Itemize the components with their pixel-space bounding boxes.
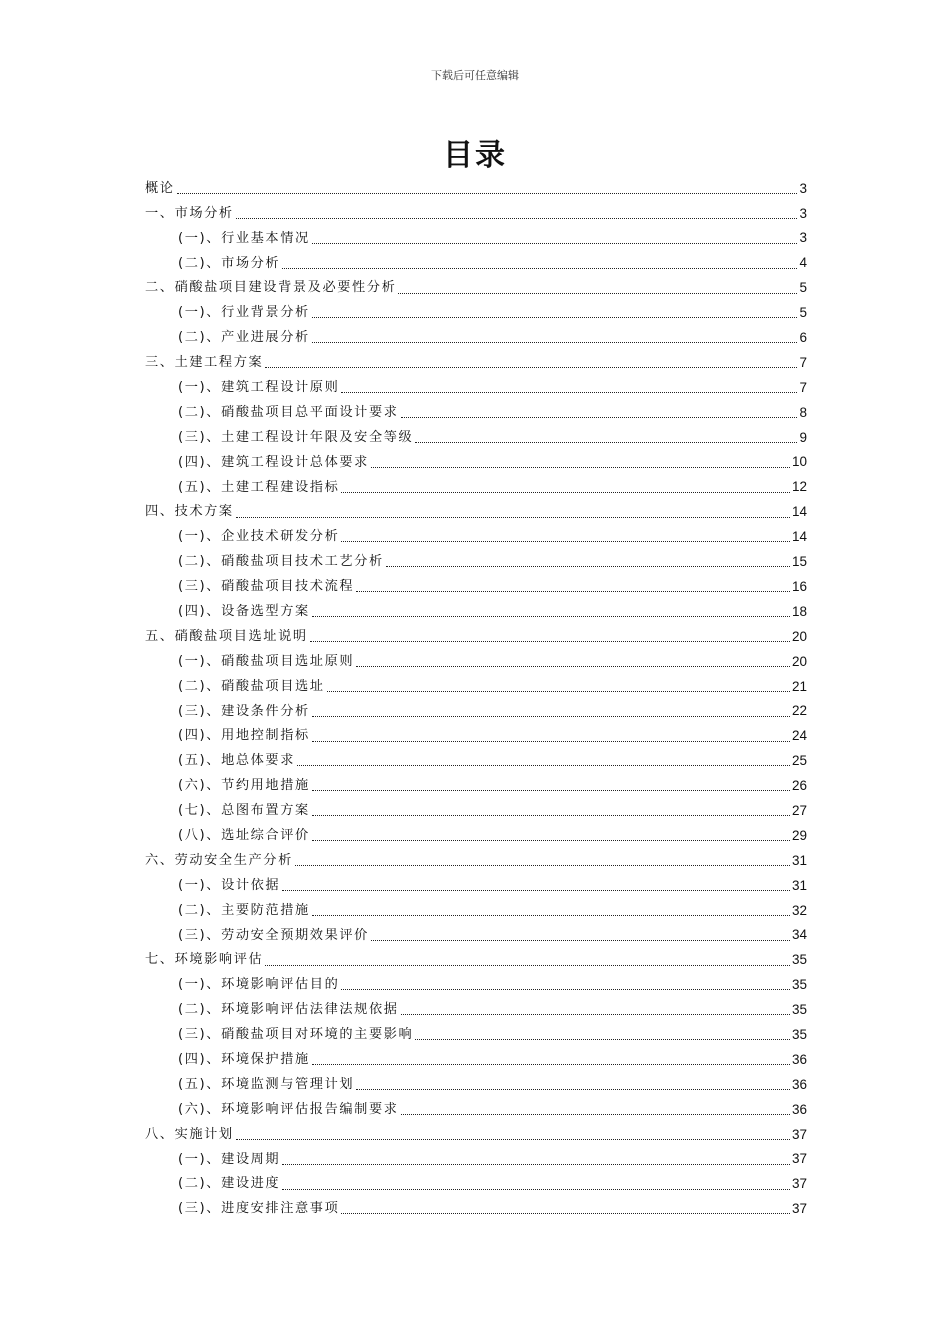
toc-leader-dots — [312, 840, 790, 841]
toc-entry-page: 12 — [791, 479, 807, 495]
toc-leader-dots — [265, 965, 790, 966]
toc-entry[interactable] — [145, 624, 807, 649]
toc-entry-page: 7 — [799, 354, 807, 370]
toc-entry-label: 八、实施计划 — [145, 1126, 234, 1142]
toc-entry-page: 36 — [791, 1076, 807, 1092]
toc-entry[interactable] — [145, 873, 807, 898]
toc-leader-dots — [236, 1139, 790, 1140]
toc-entry[interactable] — [145, 400, 807, 425]
toc-leader-dots — [386, 566, 790, 567]
toc-entry[interactable] — [145, 1097, 807, 1122]
toc-leader-dots — [415, 442, 797, 443]
toc-entry-label: (二)、市场分析 — [178, 255, 281, 271]
toc-entry-page: 31 — [791, 877, 807, 893]
toc-entry[interactable] — [145, 574, 807, 599]
toc-entry-page: 7 — [799, 379, 807, 395]
toc-entry-label: (五)、地总体要求 — [178, 753, 296, 769]
toc-entry[interactable] — [145, 1197, 807, 1222]
toc-leader-dots — [341, 1213, 790, 1214]
toc-leader-dots — [312, 915, 790, 916]
toc-entry-label: 二、硝酸盐项目建设背景及必要性分析 — [145, 280, 397, 296]
toc-entry-page: 25 — [791, 753, 807, 769]
toc-entry[interactable] — [145, 450, 807, 475]
toc-entry-label: (一)、行业背景分析 — [178, 305, 310, 321]
toc-leader-dots — [312, 317, 798, 318]
toc-entry-label: (一)、建筑工程设计原则 — [178, 379, 340, 395]
toc-entry[interactable] — [145, 948, 807, 973]
toc-entry[interactable] — [145, 201, 807, 226]
toc-entry[interactable] — [145, 798, 807, 823]
toc-leader-dots — [356, 1089, 790, 1090]
toc-entry-label: 四、技术方案 — [145, 504, 234, 520]
toc-entry-label: (三)、建设条件分析 — [178, 703, 310, 719]
toc-entry-page: 22 — [791, 703, 807, 719]
toc-entry-page: 35 — [791, 1002, 807, 1018]
toc-entry-page: 10 — [791, 454, 807, 470]
toc-leader-dots — [282, 1189, 790, 1190]
toc-leader-dots — [401, 1014, 790, 1015]
toc-leader-dots — [312, 741, 790, 742]
toc-entry-label: (三)、劳动安全预期效果评价 — [178, 927, 369, 943]
toc-entry-label: (五)、土建工程建设指标 — [178, 479, 340, 495]
toc-entry[interactable] — [145, 699, 807, 724]
toc-entry-page: 4 — [799, 255, 807, 271]
toc-entry-page: 36 — [791, 1101, 807, 1117]
toc-leader-dots — [415, 1039, 790, 1040]
toc-leader-dots — [401, 417, 798, 418]
toc-leader-dots — [312, 342, 798, 343]
toc-entry[interactable] — [145, 549, 807, 574]
toc-entry-label: (三)、硝酸盐项目对环境的主要影响 — [178, 1027, 414, 1043]
toc-leader-dots — [371, 467, 790, 468]
toc-entry-label: (二)、建设进度 — [178, 1176, 281, 1192]
toc-leader-dots — [312, 716, 790, 717]
toc-entry-page: 34 — [791, 927, 807, 943]
toc-leader-dots — [312, 616, 790, 617]
toc-entry[interactable] — [145, 599, 807, 624]
toc-entry[interactable] — [145, 425, 807, 450]
toc-entry[interactable] — [145, 997, 807, 1022]
toc-entry[interactable] — [145, 300, 807, 325]
header-note: 下载后可任意编辑 — [431, 69, 519, 82]
toc-entry-label: (五)、环境监测与管理计划 — [178, 1076, 355, 1092]
toc-entry-label: 一、市场分析 — [145, 205, 234, 221]
toc-entry[interactable] — [145, 724, 807, 749]
toc-entry-label: (一)、环境影响评估目的 — [178, 977, 340, 993]
toc-entry-page: 6 — [799, 330, 807, 346]
toc-leader-dots — [282, 890, 790, 891]
toc-entry-page: 37 — [791, 1126, 807, 1142]
toc-entry-label: (一)、硝酸盐项目选址原则 — [178, 653, 355, 669]
toc-entry-page: 20 — [791, 628, 807, 644]
toc-entry-label: (三)、硝酸盐项目技术流程 — [178, 579, 355, 595]
toc-leader-dots — [327, 691, 790, 692]
toc-entry-label: (三)、土建工程设计年限及安全等级 — [178, 429, 414, 445]
toc-entry-page: 24 — [791, 728, 807, 744]
toc-leader-dots — [282, 1164, 790, 1165]
toc-entry[interactable] — [145, 1172, 807, 1197]
toc-leader-dots — [297, 765, 790, 766]
toc-leader-dots — [341, 989, 790, 990]
toc-entry-label: (二)、环境影响评估法律法规依据 — [178, 1002, 399, 1018]
toc-leader-dots — [401, 1114, 790, 1115]
toc-entry-page: 35 — [791, 977, 807, 993]
toc-entry[interactable] — [145, 674, 807, 699]
toc-entry[interactable] — [145, 923, 807, 948]
toc-entry-label: 六、劳动安全生产分析 — [145, 852, 293, 868]
toc-entry-label: (三)、进度安排注意事项 — [178, 1201, 340, 1217]
toc-leader-dots — [177, 193, 798, 194]
toc-entry-label: 三、土建工程方案 — [145, 355, 264, 371]
toc-entry[interactable] — [145, 350, 807, 375]
toc-entry-label: (四)、设备选型方案 — [178, 603, 310, 619]
toc-entry[interactable] — [145, 276, 807, 301]
toc-entry[interactable] — [145, 226, 807, 251]
toc-entry[interactable] — [145, 524, 807, 549]
toc-entry-label: (二)、硝酸盐项目总平面设计要求 — [178, 404, 399, 420]
toc-entry-page: 20 — [791, 653, 807, 669]
toc-entry-page: 36 — [791, 1051, 807, 1067]
toc-leader-dots — [265, 367, 797, 368]
toc-leader-dots — [312, 790, 790, 791]
toc-entry-label: (一)、设计依据 — [178, 877, 281, 893]
toc-entry[interactable] — [145, 1047, 807, 1072]
toc-entry-page: 9 — [799, 429, 807, 445]
toc-leader-dots — [295, 865, 790, 866]
toc-entry-page: 18 — [791, 603, 807, 619]
toc-entry-page: 21 — [791, 678, 807, 694]
toc-entry-page: 14 — [791, 504, 807, 520]
toc-leader-dots — [341, 392, 797, 393]
toc-entry-label: (二)、产业进展分析 — [178, 330, 310, 346]
toc-leader-dots — [356, 591, 790, 592]
toc-entry-label: (二)、主要防范措施 — [178, 902, 310, 918]
toc-entry-page: 29 — [791, 827, 807, 843]
toc-entry-label: (六)、节约用地措施 — [178, 778, 310, 794]
toc-entry[interactable] — [145, 823, 807, 848]
toc-leader-dots — [236, 218, 798, 219]
toc-entry-page: 5 — [799, 280, 807, 296]
toc-entry-page: 3 — [799, 230, 807, 246]
toc-entry-page: 3 — [799, 205, 807, 221]
toc-entry-page: 27 — [791, 802, 807, 818]
toc-entry-page: 5 — [799, 305, 807, 321]
toc-entry-page: 35 — [791, 1026, 807, 1042]
toc-leader-dots — [398, 293, 797, 294]
table-of-contents — [145, 176, 807, 1221]
toc-entry-page: 37 — [791, 1151, 807, 1167]
toc-entry-label: (六)、环境影响评估报告编制要求 — [178, 1101, 399, 1117]
toc-entry-page: 32 — [791, 902, 807, 918]
toc-leader-dots — [312, 815, 790, 816]
toc-leader-dots — [341, 541, 790, 542]
toc-entry-page: 35 — [791, 952, 807, 968]
toc-entry-page: 37 — [791, 1176, 807, 1192]
toc-entry[interactable] — [145, 176, 807, 201]
toc-entry-label: (一)、建设周期 — [178, 1151, 281, 1167]
toc-entry[interactable] — [145, 1022, 807, 1047]
toc-entry[interactable] — [145, 375, 807, 400]
toc-entry-label: (七)、总图布置方案 — [178, 803, 310, 819]
toc-leader-dots — [312, 243, 798, 244]
toc-leader-dots — [312, 1064, 790, 1065]
toc-entry-label: (二)、硝酸盐项目选址 — [178, 678, 325, 694]
toc-entry-label: (四)、用地控制指标 — [178, 728, 310, 744]
toc-entry-label: (四)、环境保护措施 — [178, 1052, 310, 1068]
toc-entry-page: 37 — [791, 1201, 807, 1217]
toc-entry[interactable] — [145, 1122, 807, 1147]
toc-leader-dots — [282, 268, 797, 269]
toc-entry-label: 概论 — [145, 180, 175, 196]
toc-entry-label: (一)、行业基本情况 — [178, 230, 310, 246]
toc-entry[interactable] — [145, 898, 807, 923]
toc-entry[interactable] — [145, 649, 807, 674]
toc-entry-page: 31 — [791, 852, 807, 868]
toc-entry-label: 五、硝酸盐项目选址说明 — [145, 628, 308, 644]
toc-entry-label: (八)、选址综合评价 — [178, 828, 310, 843]
toc-entry[interactable] — [145, 848, 807, 873]
toc-entry[interactable] — [145, 1072, 807, 1097]
toc-entry-page: 15 — [791, 554, 807, 570]
toc-entry[interactable] — [145, 500, 807, 525]
toc-entry-label: (一)、企业技术研发分析 — [178, 529, 340, 545]
toc-entry[interactable] — [145, 1147, 807, 1172]
toc-entry-label: (二)、硝酸盐项目技术工艺分析 — [178, 554, 384, 570]
toc-entry[interactable] — [145, 325, 807, 350]
toc-entry[interactable] — [145, 251, 807, 276]
toc-entry-page: 26 — [791, 778, 807, 794]
toc-entry-label: 七、环境影响评估 — [145, 952, 264, 968]
toc-entry-page: 3 — [799, 180, 807, 196]
toc-leader-dots — [310, 641, 790, 642]
toc-leader-dots — [371, 940, 790, 941]
toc-entry[interactable] — [145, 973, 807, 998]
toc-entry[interactable] — [145, 773, 807, 798]
toc-entry-page: 16 — [791, 578, 807, 594]
toc-entry-label: (四)、建筑工程设计总体要求 — [178, 454, 369, 470]
toc-entry[interactable] — [145, 475, 807, 500]
toc-leader-dots — [341, 492, 790, 493]
toc-leader-dots — [236, 517, 790, 518]
toc-entry[interactable] — [145, 748, 807, 773]
page-title: 目录 — [443, 138, 507, 173]
toc-entry-page: 8 — [799, 404, 807, 420]
toc-leader-dots — [356, 666, 790, 667]
toc-entry-page: 14 — [791, 529, 807, 545]
